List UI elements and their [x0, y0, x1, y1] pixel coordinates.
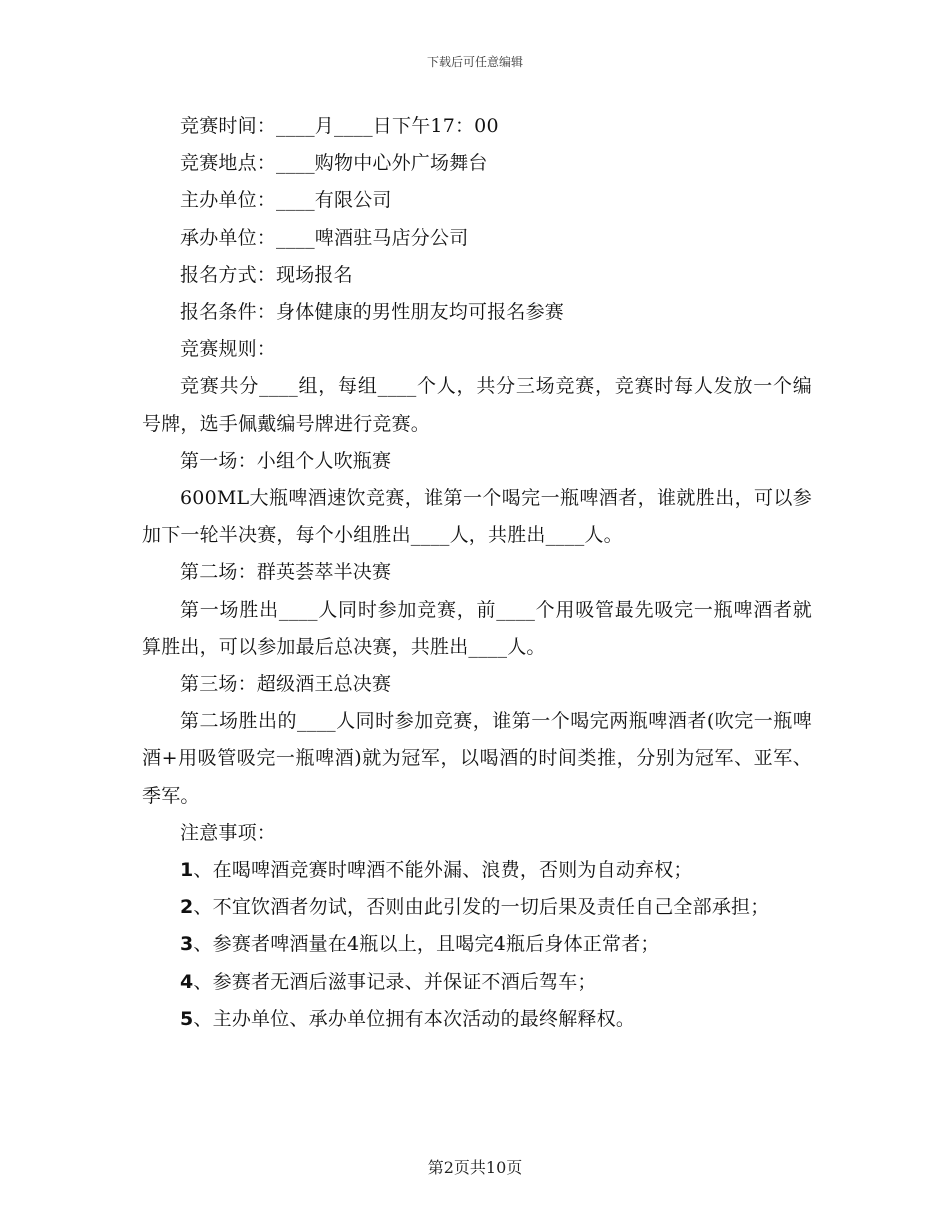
paragraph-location: 竞赛地点：____购物中心外广场舞台 — [180, 152, 488, 175]
note-text: 、主办单位、承办单位拥有本次活动的最终解释权。 — [193, 1007, 636, 1030]
note-text: 、在喝啤酒竞赛时啤酒不能外漏、浪费，否则为自动弃权； — [193, 859, 693, 882]
paragraph-signup-conditions: 报名条件：身体健康的男性朋友均可报名参赛 — [180, 301, 565, 324]
page-number-footer: 第2页共10页 — [427, 1158, 523, 1177]
note-number: 5 — [180, 1007, 194, 1030]
note-item — [142, 1001, 812, 1038]
paragraph-time: 竞赛时间：____月____日下午17：00 — [180, 115, 499, 137]
paragraph-organizer: 主办单位：____有限公司 — [180, 189, 392, 212]
note-number: 1 — [180, 859, 194, 882]
page-header-note: 下载后可任意编辑 — [426, 55, 523, 69]
note-number: 2 — [180, 896, 194, 919]
note-text: 、不宜饮酒者勿试，否则由此引发的一切后果及责任自己全部承担； — [193, 896, 770, 919]
paragraph-notes-heading: 注意事项： — [180, 821, 277, 844]
paragraph-round-3-title: 第三场：超级酒王总决赛 — [180, 673, 392, 696]
note-text: 、参赛者啤酒量在4瓶以上，且喝完4瓶后身体正常者； — [193, 933, 660, 956]
paragraph-round-2-title: 第二场：群英荟萃半决赛 — [180, 561, 392, 584]
paragraph-round-3-desc: 第二场胜出的____人同时参加竞赛，谁第一个喝完两瓶啤酒者(吹完一瓶啤酒+用吸管吸完一瓶啤酒)就为冠军，以喝酒的时间类推，分别为冠军、亚军、季军。 — [142, 710, 812, 807]
paragraph-rules-groups: 竞赛共分____组，每组____个人，共分三场竞赛，竞赛时每人发放一个编号牌，选手佩戴编号牌进行竞赛。 — [142, 375, 812, 435]
paragraph-signup-method: 报名方式：现场报名 — [180, 263, 353, 286]
note-number: 4 — [180, 970, 194, 993]
paragraph-rules-heading: 竞赛规则： — [180, 338, 277, 361]
paragraph-round-1-title: 第一场：小组个人吹瓶赛 — [180, 449, 392, 472]
note-item — [142, 964, 812, 1001]
paragraph-round-2-desc: 第一场胜出____人同时参加竞赛，前____个用吸管最先吸完一瓶啤酒者就算胜出，可以参加最后总决赛，共胜出____人。 — [142, 598, 812, 658]
note-item — [142, 889, 812, 926]
note-item — [142, 926, 812, 963]
note-text: 、参赛者无酒后滋事记录、并保证不酒后驾车； — [193, 970, 597, 993]
paragraph-round-1-desc: 600ML大瓶啤酒速饮竞赛，谁第一个喝完一瓶啤酒者，谁就胜出，可以参加下一轮半决赛，每个小组胜出____人，共胜出____人。 — [142, 487, 812, 547]
document-body — [142, 108, 812, 1038]
note-number: 3 — [180, 933, 194, 956]
note-item — [142, 852, 812, 889]
paragraph-co-organizer: 承办单位：____啤酒驻马店分公司 — [180, 226, 469, 249]
